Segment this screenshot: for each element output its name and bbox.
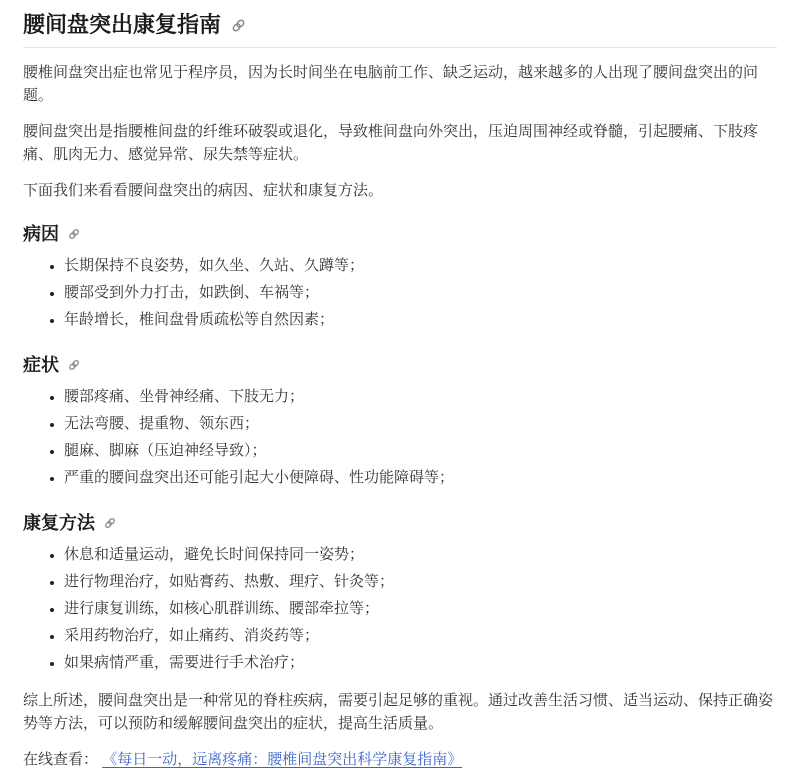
list-item: • 年龄增长，椎间盘骨质疏松等自然因素；: [64, 306, 777, 333]
link-chain-icon[interactable]: [103, 516, 117, 530]
list-item: • 进行康复训练，如核心肌群训练、腰部牵拉等；: [64, 595, 777, 622]
section-symptoms-heading-text: 症状: [23, 355, 59, 375]
list-item: • 腿麻、脚麻（压迫神经导致）；: [64, 437, 777, 464]
link-chain-icon[interactable]: [67, 227, 81, 241]
intro-paragraph-2: 腰间盘突出是指腰椎间盘的纤维环破裂或退化，导致椎间盘向外突出，压迫周围神经或脊髓，引起腰痛、下肢疼痛、肌肉无力、感觉异常、尿失禁等症状。: [23, 123, 759, 163]
intro-paragraph-1: 腰椎间盘突出症也常见于程序员，因为长时间坐在电脑前工作、缺乏运动，越来越多的人出现了腰间盘突出的问题。: [23, 64, 759, 104]
list-item: • 无法弯腰、提重物、领东西；: [64, 410, 777, 437]
link-chain-icon[interactable]: [230, 17, 247, 34]
section-symptoms-heading: [23, 354, 777, 376]
section-recovery-heading-text: 康复方法: [23, 513, 95, 533]
section-recovery: [23, 512, 777, 676]
section-causes-heading: [23, 223, 777, 245]
list-item: • 腰部受到外力打击，如跌倒、车祸等；: [64, 279, 777, 306]
link-chain-icon[interactable]: [67, 358, 81, 372]
page-title: [23, 12, 777, 48]
footer-prefix: 在线查看：: [23, 751, 99, 768]
list-item: • 长期保持不良姿势，如久坐、久站、久蹲等；: [64, 252, 777, 279]
online-guide-link[interactable]: 《每日一动，远离疼痛：腰椎间盘突出科学康复指南》: [102, 751, 463, 768]
causes-list: [23, 252, 777, 333]
list-item: • 采用药物治疗，如止痛药、消炎药等；: [64, 622, 777, 649]
footer-line: [23, 748, 777, 771]
document-body: [0, 12, 800, 771]
section-symptoms: [23, 354, 777, 491]
list-item: • 休息和适量运动，避免长时间保持同一姿势；: [64, 541, 777, 568]
section-causes-heading-text: 病因: [23, 224, 59, 244]
list-item: • 腰部疼痛、坐骨神经痛、下肢无力；: [64, 383, 777, 410]
intro-paragraph-3: 下面我们来看看腰间盘突出的病因、症状和康复方法。: [23, 182, 384, 199]
page-title-text: 腰间盘突出康复指南: [23, 12, 222, 37]
symptoms-list: [23, 383, 777, 491]
section-recovery-heading: [23, 512, 777, 534]
summary-paragraph: 综上所述，腰间盘突出是一种常见的脊柱疾病，需要引起足够的重视。通过改善生活习惯、适当运动、保持正确姿势等方法，可以预防和缓解腰间盘突出的症状，提高生活质量。: [23, 692, 774, 732]
list-item: • 如果病情严重，需要进行手术治疗；: [64, 649, 777, 676]
section-causes: [23, 223, 777, 333]
list-item: • 严重的腰间盘突出还可能引起大小便障碍、性功能障碍等；: [64, 464, 777, 491]
recovery-list: [23, 541, 777, 676]
list-item: • 进行物理治疗，如贴膏药、热敷、理疗、针灸等；: [64, 568, 777, 595]
